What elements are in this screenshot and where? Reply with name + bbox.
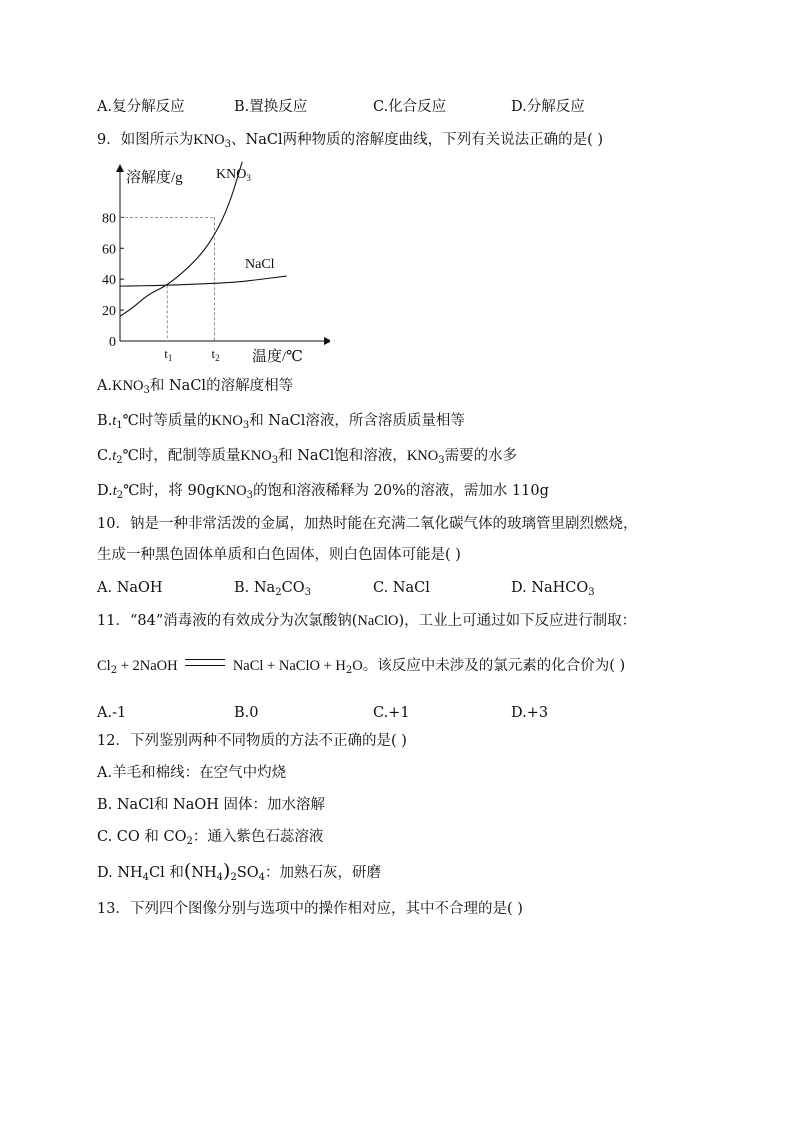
y-tick-label: 40	[102, 273, 116, 289]
q12-stem: 12．下列鉴别两种不同物质的方法不正确的是( )	[97, 733, 407, 749]
q12-option-d: D. $NH_4Cl$ 和$(NH_4)_2SO_4$：加熟石灰，研磨	[97, 860, 382, 883]
q10-option-d: D. NaHCO$_3$	[511, 580, 595, 598]
q9-option-a: $A.KNO_3$和 NaCl的溶解度相等	[97, 378, 294, 396]
q11-option-c: C.+1	[373, 705, 410, 721]
q12-option-a: A.羊毛和棉线：在空气中灼烧	[97, 765, 287, 781]
q12-option-b: B. NaCl和 NaOH 固体：加水溶解	[97, 797, 326, 813]
q10-stem-line2: 生成一种黑色固体单质和白色固体，则白色固体可能是( )	[97, 547, 461, 563]
equals-double-line	[185, 659, 225, 666]
y-tick-label: 60	[102, 242, 116, 258]
q10-option-a: A. NaOH	[97, 580, 163, 596]
series-label-kno3: $KNO_3$	[216, 167, 251, 183]
x-axis-label: 温度/℃	[252, 349, 303, 365]
q9-option-d: $D.t_2℃$时，将 90gKNO$_3$的饱和溶液稀释为 20%的溶液，需加水 110g	[97, 483, 549, 501]
q8-option-b: B.置换反应	[234, 99, 308, 115]
q11-equation: $Cl_2$ + 2NaOH NaCl + NaClO + $H_2O$。该反应中未涉及的氯元素的化合价为( )	[97, 658, 626, 676]
q10-option-b: B. $Na_2CO_3$	[234, 580, 311, 598]
y-tick-label: 0	[109, 335, 116, 350]
y-tick-label: 80	[102, 211, 116, 227]
q11-option-d: D.+3	[511, 705, 549, 721]
q13-stem: 13．下列四个图像分别与选项中的操作相对应，其中不合理的是( )	[97, 901, 523, 917]
q11-option-a: A.-1	[97, 705, 127, 721]
q10-stem-line1: 10．钠是一种非常活泼的金属，加热时能在充满二氧化碳气体的玻璃管里剧烈燃烧，	[97, 516, 638, 532]
series-label-nacl: NaCl	[245, 257, 275, 272]
q8-option-a: A.复分解反应	[97, 99, 185, 115]
x-tick-label: $t_2$	[211, 346, 220, 363]
x-tick-label: $t_1$	[164, 346, 173, 363]
q11-option-b: B.0	[234, 705, 259, 721]
y-tick-label: 20	[102, 304, 116, 320]
series-nacl-curve	[120, 276, 287, 286]
solubility-chart	[90, 160, 330, 365]
q12-option-c: C. CO 和 $CO_2$：通入紫色石蕊溶液	[97, 829, 324, 847]
q9-stem: 9．如图所示为$KNO_3$、NaCl两种物质的溶解度曲线，下列有关说法正确的是( )	[97, 132, 604, 150]
q8-option-d: D.分解反应	[511, 99, 585, 115]
q9-option-b: $B.t_1℃$时等质量的$KNO_3$和 NaCl溶液，所含溶质质量相等	[97, 413, 465, 431]
q9-option-c: $C.t_2℃$时，配制等质量$KNO_3$和 NaCl饱和溶液，$KNO_3$需要的水多	[97, 448, 518, 466]
q11-stem: 11．“84”消毒液的有效成分为次氯酸钠(NaClO)，工业上可通过如下反应进行制取：	[97, 613, 637, 629]
y-axis-label: 溶解度/g	[126, 170, 183, 186]
q8-option-c: C.化合反应	[373, 99, 447, 115]
q10-option-c: C. NaCl	[373, 580, 430, 596]
